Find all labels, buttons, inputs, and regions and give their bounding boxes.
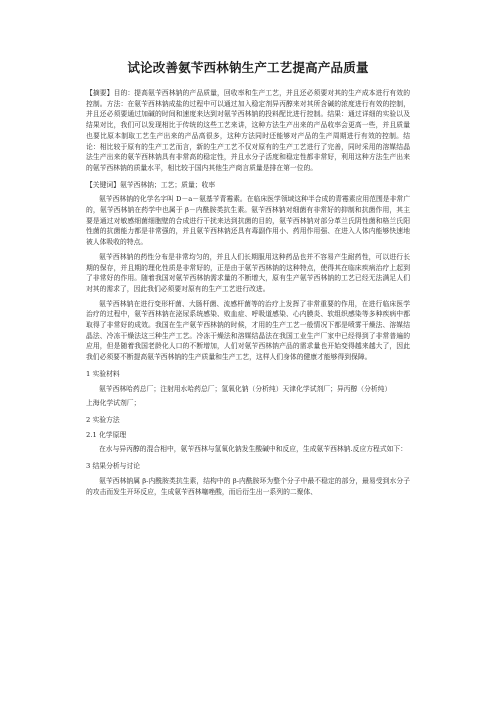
keywords-paragraph: 【关键词】氨苄西林钠；工艺；质量；收率: [86, 180, 216, 189]
body-paragraph-3: 氨苄西林钠在进行变形杆菌、大肠杆菌、流感杆菌等的治疗上发挥了非常重要的作用，在进行临床医学治疗的过程中，氨苄西林钠在泌尿系统感染、败血症、呼吸道感染、心内膜炎、软组织感染等多种疾病中都取得了非常好的成效。我国在生产氨苄西林钠的时候，才用的生产工艺一般情况下都是喷雾干燥法、溶媒结晶法、冷冻干燥法这三种生产工艺。冷冻干燥法和溶媒结晶法在我国工业生产厂家中已经得到了非常普遍的应用，但是随着我国老龄化人口的不断增加，人们对氨苄西林钠产品的需求量也开始变得越来越大了，因此我们必须要不断提高氨苄西林钠的生产质量和生产工艺，这样人们身体的健康才能够得到保障。: [86, 299, 410, 362]
section-1-heading: 1 实验材料: [86, 369, 120, 378]
section-1-text-continued: 上海化学试剂厂；: [86, 399, 141, 408]
section-2-1-text: 在水与异丙醇的混合相中，氨苄西林与氢氧化钠发生酸碱中和反应，生成氨苄西林钠.反应方程式如下：: [99, 445, 408, 454]
body-paragraph-2: 氨苄西林钠的药性分布是非常均匀的，并且人们长期服用这种药品也并不容易产生耐药性，可以进行长期的保存，并且期的理化性质是非常好的，正是由于氨苄西林钠的这种特点，使得其在临床疾病治疗上起到了非常好的作用。随着我国对氨苄西林钠需求量的不断增大，原有生产氨苄西林钠的工艺已经无法满足人们对其的需求了，因此我们必须要对原有的生产工艺进行改进。: [86, 252, 410, 293]
body-paragraph-1: 氨苄西林钠的化学名字叫 D－a－氨基苄青霉素。在临床医学领域这种半合成的青霉素应用范围是非常广的，氨苄西林钠在药学中也属于 β－内酰胺类抗生素。氨苄西林钠对细菌有非常好的抑制和抗菌作用，其主要是通过对敏感细菌细胞壁的合成进行干扰来达到抗菌的目的，氨苄西林钠对部分革兰氏阴性菌和格兰氏阳性菌的抗菌能力都是非常强的，并且氨苄西林钠还具有毒副作用小、药用作用强、在进入人体内能够快速地被人体吸收的特点。: [86, 195, 410, 247]
section-2-1-heading: 2.1 化学原理: [86, 430, 127, 439]
abstract-paragraph: 【摘要】目的：提高氨苄西林钠的产品质量，回收率和生产工艺，并且还必须要对其的生产成本进行有效的控制。方法：在氨苄西林钠成盐的过程中可以通过加入稳定剂异丙醇来对其所含碱的浓度进行有效的控制，并且还必须要通过加碱的时间和速度来达到对氨苄西林钠的投料配比进行控制。结果：通过详细的实验以及结果对比，我们可以发现相比于传统的这些工艺来讲，这种方法生产出来的产品收率会更高一些，并且质量也要比原本制取工艺生产出来的产品高很多，这种方法同时还能够对产品的生产周期进行有效的控制。结论：相比较于原有的生产工艺而言，新的生产工艺不仅对原有的生产工艺进行了完善，同时采用的溶媒结晶法生产出来的氨苄西林钠具有非常高的稳定性，并且水分子活度和稳定性都非常好，利用这种方法生产出来的氨苄西林钠的质量水平，相比较于国内其他生产商言质量是排在第一位的。: [86, 89, 410, 172]
document-title: 试论改善氨苄西林钠生产工艺提高产品质量: [127, 60, 369, 75]
section-2-heading: 2 实验方法: [86, 415, 120, 424]
section-3-text: 氨苄西林钠属 β-内酰胺类抗生素，结构中的 β-内酰胺环为整个分子中最不稳定的部分，最易受到水分子的攻击而发生开环反应，生成氨苄西林噻唑酸，而后衍生出一系列的二聚体、: [86, 476, 410, 496]
section-1-text: 氨苄西林哈药总厂；注射用水哈药总厂；氢氧化钠（分析纯）天津化学试剂厂；异丙醇（分析纯）: [99, 384, 392, 393]
section-3-heading: 3 结果分析与讨论: [86, 462, 141, 471]
